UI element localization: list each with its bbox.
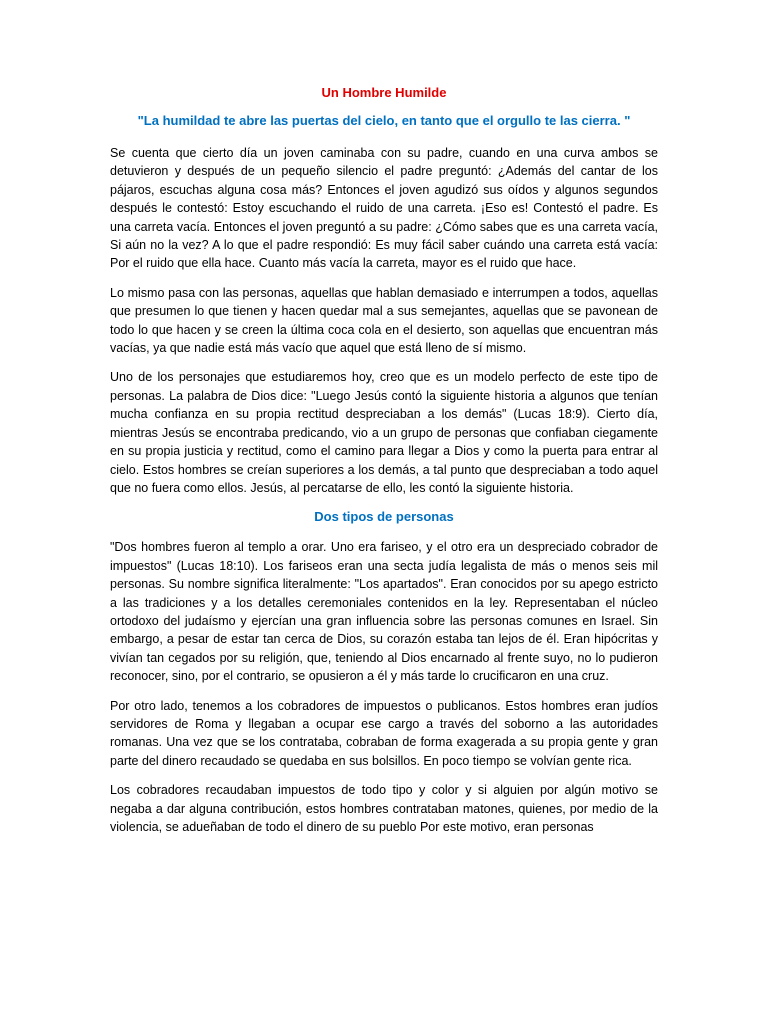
paragraph-1: Se cuenta que cierto día un joven caminaba con su padre, cuando en una curva ambos se detuvieron y después de un pequeño silencio el padre preguntó: ¿Además del cantar de los pájaros, escuchas alguna cosa más? Entonces el joven agudizó sus oídos y algunos segundos después le contestó: Estoy escuchando el ruido de una carreta. ¡Eso es! Contestó el padre. Es una carreta vacía. Entonces el joven preguntó a su padre: ¿Cómo sabes que es una carreta vacía, Si aún no la vez? A lo que el padre respondió: Es muy fácil saber cuándo una carreta está vacía: Por el ruido que ella hace. Cuanto más vacía la carreta, mayor es el ruido que hace.	[110, 146, 658, 271]
paragraph-2: Lo mismo pasa con las personas, aquellas que hablan demasiado e interrumpen a todos, aquellas que presumen lo que tienen y hacen quedar mal a sus semejantes, aquellas que se pavonean de todo lo que hacen y se creen la última coca cola en el desierto, son aquellas que encuentran más vacías, ya que nadie está más vacío que aquel que está lleno de sí mismo.	[110, 285, 658, 356]
document-title: Un Hombre Humilde	[321, 85, 447, 100]
paragraph-6: Los cobradores recaudaban impuestos de todo tipo y color y si alguien por algún motivo se negaba a dar alguna contribución, estos hombres contrataban matones, quienes, por medio de la violencia, se adueñaban de todo el dinero de su pueblo Por este motivo, eran personas	[110, 783, 658, 834]
paragraph-5: Por otro lado, tenemos a los cobradores de impuestos o publicanos. Estos hombres eran judíos servidores de Roma y llegaban a ocupar ese cargo a través del soborno a las autoridades romanas. Una vez que se los contrataba, cobraban de forma exagerada a su propia gente y gran parte del dinero recaudado se quedaba en sus bolsillos. En poco tiempo se volvían gente rica.	[110, 698, 658, 768]
document-page	[110, 84, 658, 847]
paragraph-4: "Dos hombres fueron al templo a orar. Uno era fariseo, y el otro era un despreciado cobrador de impuestos" (Lucas 18:10). Los fariseos eran una secta judía legalista de más o menos seis mil personas. Su nombre significa literalmente: "Los apartados". Eran conocidos por su apego estricto a las tradiciones y a los detalles ceremoniales contenidos en la ley. Representaban el núcleo ortodoxo del judaísmo y ejercían una gran influencia sobre las personas comunes en Israel. Sin embargo, a pesar de estar tan cerca de Dios, su corazón estaba tan lejos de él. Eran hipócritas y vivían tan cegados por su religión, que, teniendo al Dios encarnado al frente suyo, no lo pudieron reconocer, sino, por el contrario, se opusieron a él y más tarde lo crucificaron en una cruz.	[110, 540, 658, 684]
paragraph-3: Uno de los personajes que estudiaremos hoy, creo que es un modelo perfecto de este tipo de personas. La palabra de Dios dice: "Luego Jesús contó la siguiente historia a algunos que tenían mucha confianza en su propia rectitud despreciaban a los demás" (Lucas 18:9). Cierto día, mientras Jesús se encontraba predicando, vio a un grupo de personas que confiaban ciegamente en su propia justicia y rectitud, como el camino para llegar a Dios y como la puerta para entrar al cielo. Estos hombres se creían superiores a los demás, a tal punto que despreciaban a todo aquel que no fuera como ellos. Jesús, al percatarse de ello, les contó la siguiente historia.	[110, 370, 658, 495]
epigraph-quote: "La humildad te abre las puertas del cielo, en tanto que el orgullo te las cierra. "	[137, 113, 631, 128]
section-subtitle: Dos tipos de personas	[314, 509, 454, 525]
